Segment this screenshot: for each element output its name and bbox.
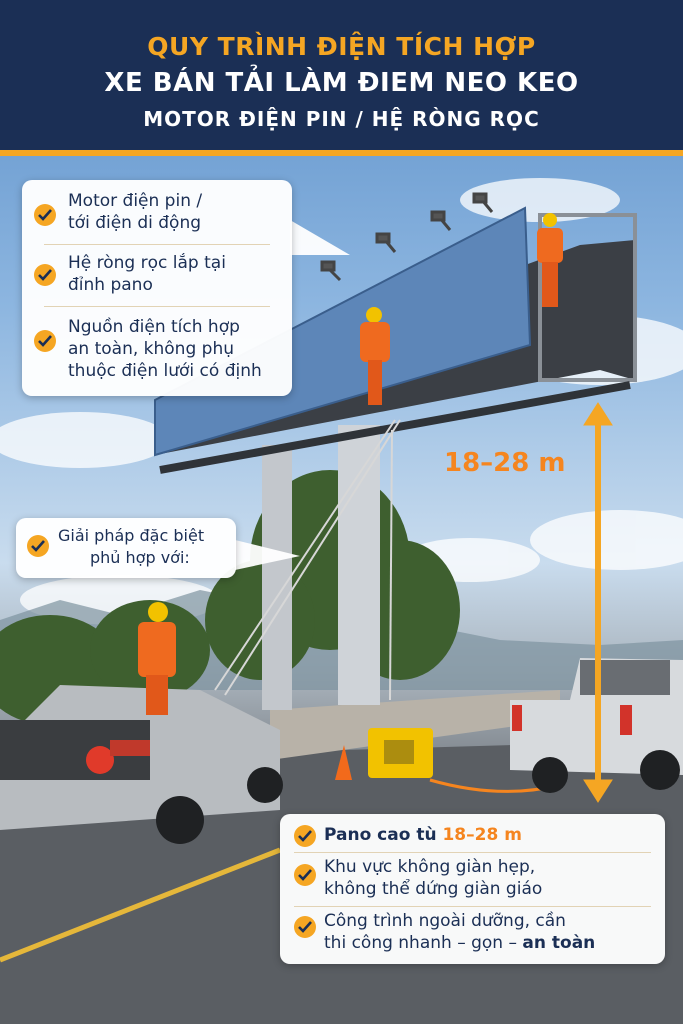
condition-height-prefix: Pano cao tù — [324, 825, 443, 845]
divider — [44, 244, 270, 245]
suitable-for-card — [16, 518, 236, 578]
top-card-pointer — [290, 220, 350, 255]
feature-power-line1: Nguồn điện tích hợp — [68, 317, 240, 337]
condition-narrow-area — [324, 856, 542, 900]
feature-item-motor — [22, 190, 292, 246]
suitable-line1: Giải pháp đặc biệt — [58, 526, 205, 545]
height-range-label: 18–28 m — [444, 448, 566, 478]
condition-outdoor-line2: thi công nhanh – gọn – — [324, 933, 523, 953]
features-card — [22, 180, 292, 396]
check-icon — [294, 825, 316, 847]
feature-item-pulley — [22, 252, 292, 308]
feature-power-line3: thuộc điện lưới có định — [68, 361, 262, 381]
title-line-2: XE BÁN TẢI LÀM ĐIEM NEO KEO — [104, 68, 579, 98]
divider — [294, 852, 651, 853]
header-banner — [0, 0, 683, 150]
condition-narrow-line1: Khu vực không giàn hẹp, — [324, 857, 536, 877]
feature-motor-line2: tới điện di động — [68, 213, 202, 233]
check-icon — [34, 204, 56, 226]
check-icon — [294, 864, 316, 886]
feature-pulley-line1: Hệ ròng rọc lắp tại — [68, 253, 226, 273]
title-line-1: QUY TRÌNH ĐIỆN TÍCH HỢP — [147, 32, 536, 61]
check-icon — [34, 264, 56, 286]
check-icon — [294, 916, 316, 938]
feature-motor-line1: Motor điện pin / — [68, 191, 203, 211]
divider — [294, 906, 651, 907]
feature-item-power — [22, 316, 292, 392]
check-icon — [27, 535, 49, 557]
pillar-right — [338, 425, 380, 705]
condition-height-value: 18–28 m — [442, 825, 522, 845]
title-line-3: MOTOR ĐIỆN PIN / HỆ RÒNG RỌC — [143, 107, 540, 131]
condition-outdoor-line1: Công trình ngoài dưỡng, cần — [324, 911, 566, 931]
divider — [44, 306, 270, 307]
conditions-card — [280, 814, 665, 964]
condition-narrow-line2: không thể dứng giàn giáo — [324, 879, 543, 899]
condition-outdoor — [324, 910, 595, 954]
condition-height — [324, 824, 522, 846]
check-icon — [34, 330, 56, 352]
condition-outdoor-safe: an toàn — [522, 933, 596, 953]
pillar-left — [262, 445, 292, 710]
suitable-line2: phủ hợp với: — [90, 548, 190, 567]
feature-pulley-line2: đỉnh pano — [68, 275, 153, 295]
feature-power-line2: an toàn, không phụ — [68, 339, 234, 359]
